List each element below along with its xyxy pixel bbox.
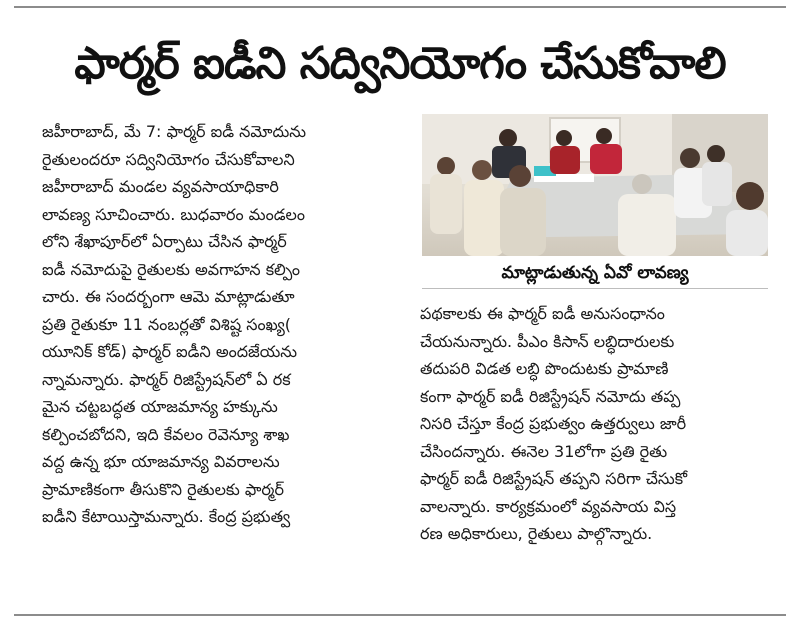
body-line: జహీరాబాద్, మే 7: ఫార్మర్ ఐడీ నమోదును bbox=[42, 122, 307, 141]
body-line: లోని శేఖాపూర్‌లో ఏర్పాటు చేసిన ఫార్మర్ bbox=[42, 232, 287, 251]
photo-caption-text: మాట్లాడుతున్న ఏవో లావణ్య bbox=[501, 263, 689, 283]
body-line: కంగా ఫార్మర్ ఐడీ రిజిస్ట్రేషన్ నమోదు తప్ప bbox=[420, 386, 681, 406]
meeting-photo-illustration bbox=[422, 114, 768, 256]
body-line: ఫార్మర్ ఐడీ రిజిస్ట్రేషన్ తప్పని సరిగా చేసుకో bbox=[420, 469, 688, 488]
photo-caption bbox=[422, 258, 768, 289]
body-line: ఐడీని కేటాయిస్తామన్నారు. కేంద్ర ప్రభుత్వ bbox=[42, 507, 291, 526]
body-line: ఐడీ నమోదుపై రైతులకు అవగాహన కల్పిం bbox=[42, 259, 301, 279]
body-line: వద్ద ఉన్న భూ యాజమాన్య వివరాలను bbox=[42, 452, 280, 471]
body-line: తదుపరి విడత లబ్ధి పొందుటకు ప్రామాణి bbox=[420, 359, 669, 378]
bottom-border-rule bbox=[14, 614, 786, 616]
top-border-rule bbox=[14, 6, 786, 8]
body-line: చేసిందన్నారు. ఈనెల 31లోగా ప్రతి రైతు bbox=[420, 441, 668, 461]
body-line: లావణ్య సూచించారు. బుధవారం మండలం bbox=[42, 204, 306, 224]
article-body-left-column bbox=[42, 118, 402, 608]
body-line: పథకాలకు ఈ ఫార్మర్ ఐడీ అనుసంధానం bbox=[420, 304, 665, 323]
body-line: జహీరాబాద్ మండల వ్యవసాయాధికారి bbox=[42, 177, 279, 196]
body-line: మైన చట్టబద్ధత యాజమాన్య హక్కును bbox=[42, 397, 278, 416]
news-photo bbox=[422, 114, 768, 256]
body-line: రణ అధికారులు, రైతులు పాల్గొన్నారు. bbox=[420, 524, 653, 543]
body-line: యూనిక్ కోడ్) ఫార్మర్ ఐడీని అందజేయను bbox=[42, 342, 298, 361]
body-line: నిసరి చేస్తూ కేంద్ర ప్రభుత్వం ఉత్తర్వులు జారీ bbox=[420, 414, 687, 433]
body-line: కల్పించబోదని, ఇది కేవలం రెవెన్యూ శాఖ bbox=[42, 424, 290, 444]
article-body-right-column bbox=[420, 300, 760, 610]
body-line: న్నామన్నారు. ఫార్మర్ రిజిస్ట్రేషన్‌లో ఏ రక bbox=[42, 369, 291, 389]
body-line: ప్రామాణికంగా తీసుకొని రైతులకు ఫార్మర్ bbox=[42, 479, 284, 499]
body-line: చారు. ఈ సందర్బంగా ఆమె మాట్లాడుతూ bbox=[42, 287, 295, 306]
body-line: రైతులందరూ సద్వినియోగం చేసుకోవాలని bbox=[42, 149, 295, 169]
body-line: ప్రతి రైతుకూ 11 నంబర్లతో విశిష్ట సంఖ్య( bbox=[42, 314, 292, 334]
body-line: చేయనున్నారు. పీఎం కిసాన్ లబ్ధిదారులకు bbox=[420, 331, 675, 351]
article-headline: ఫార్మర్ ఐడీని సద్వినియోగం చేసుకోవాలి bbox=[74, 38, 726, 89]
body-line: వాలన్నారు. కార్యక్రమంలో వ్యవసాయ విస్త bbox=[420, 496, 677, 516]
